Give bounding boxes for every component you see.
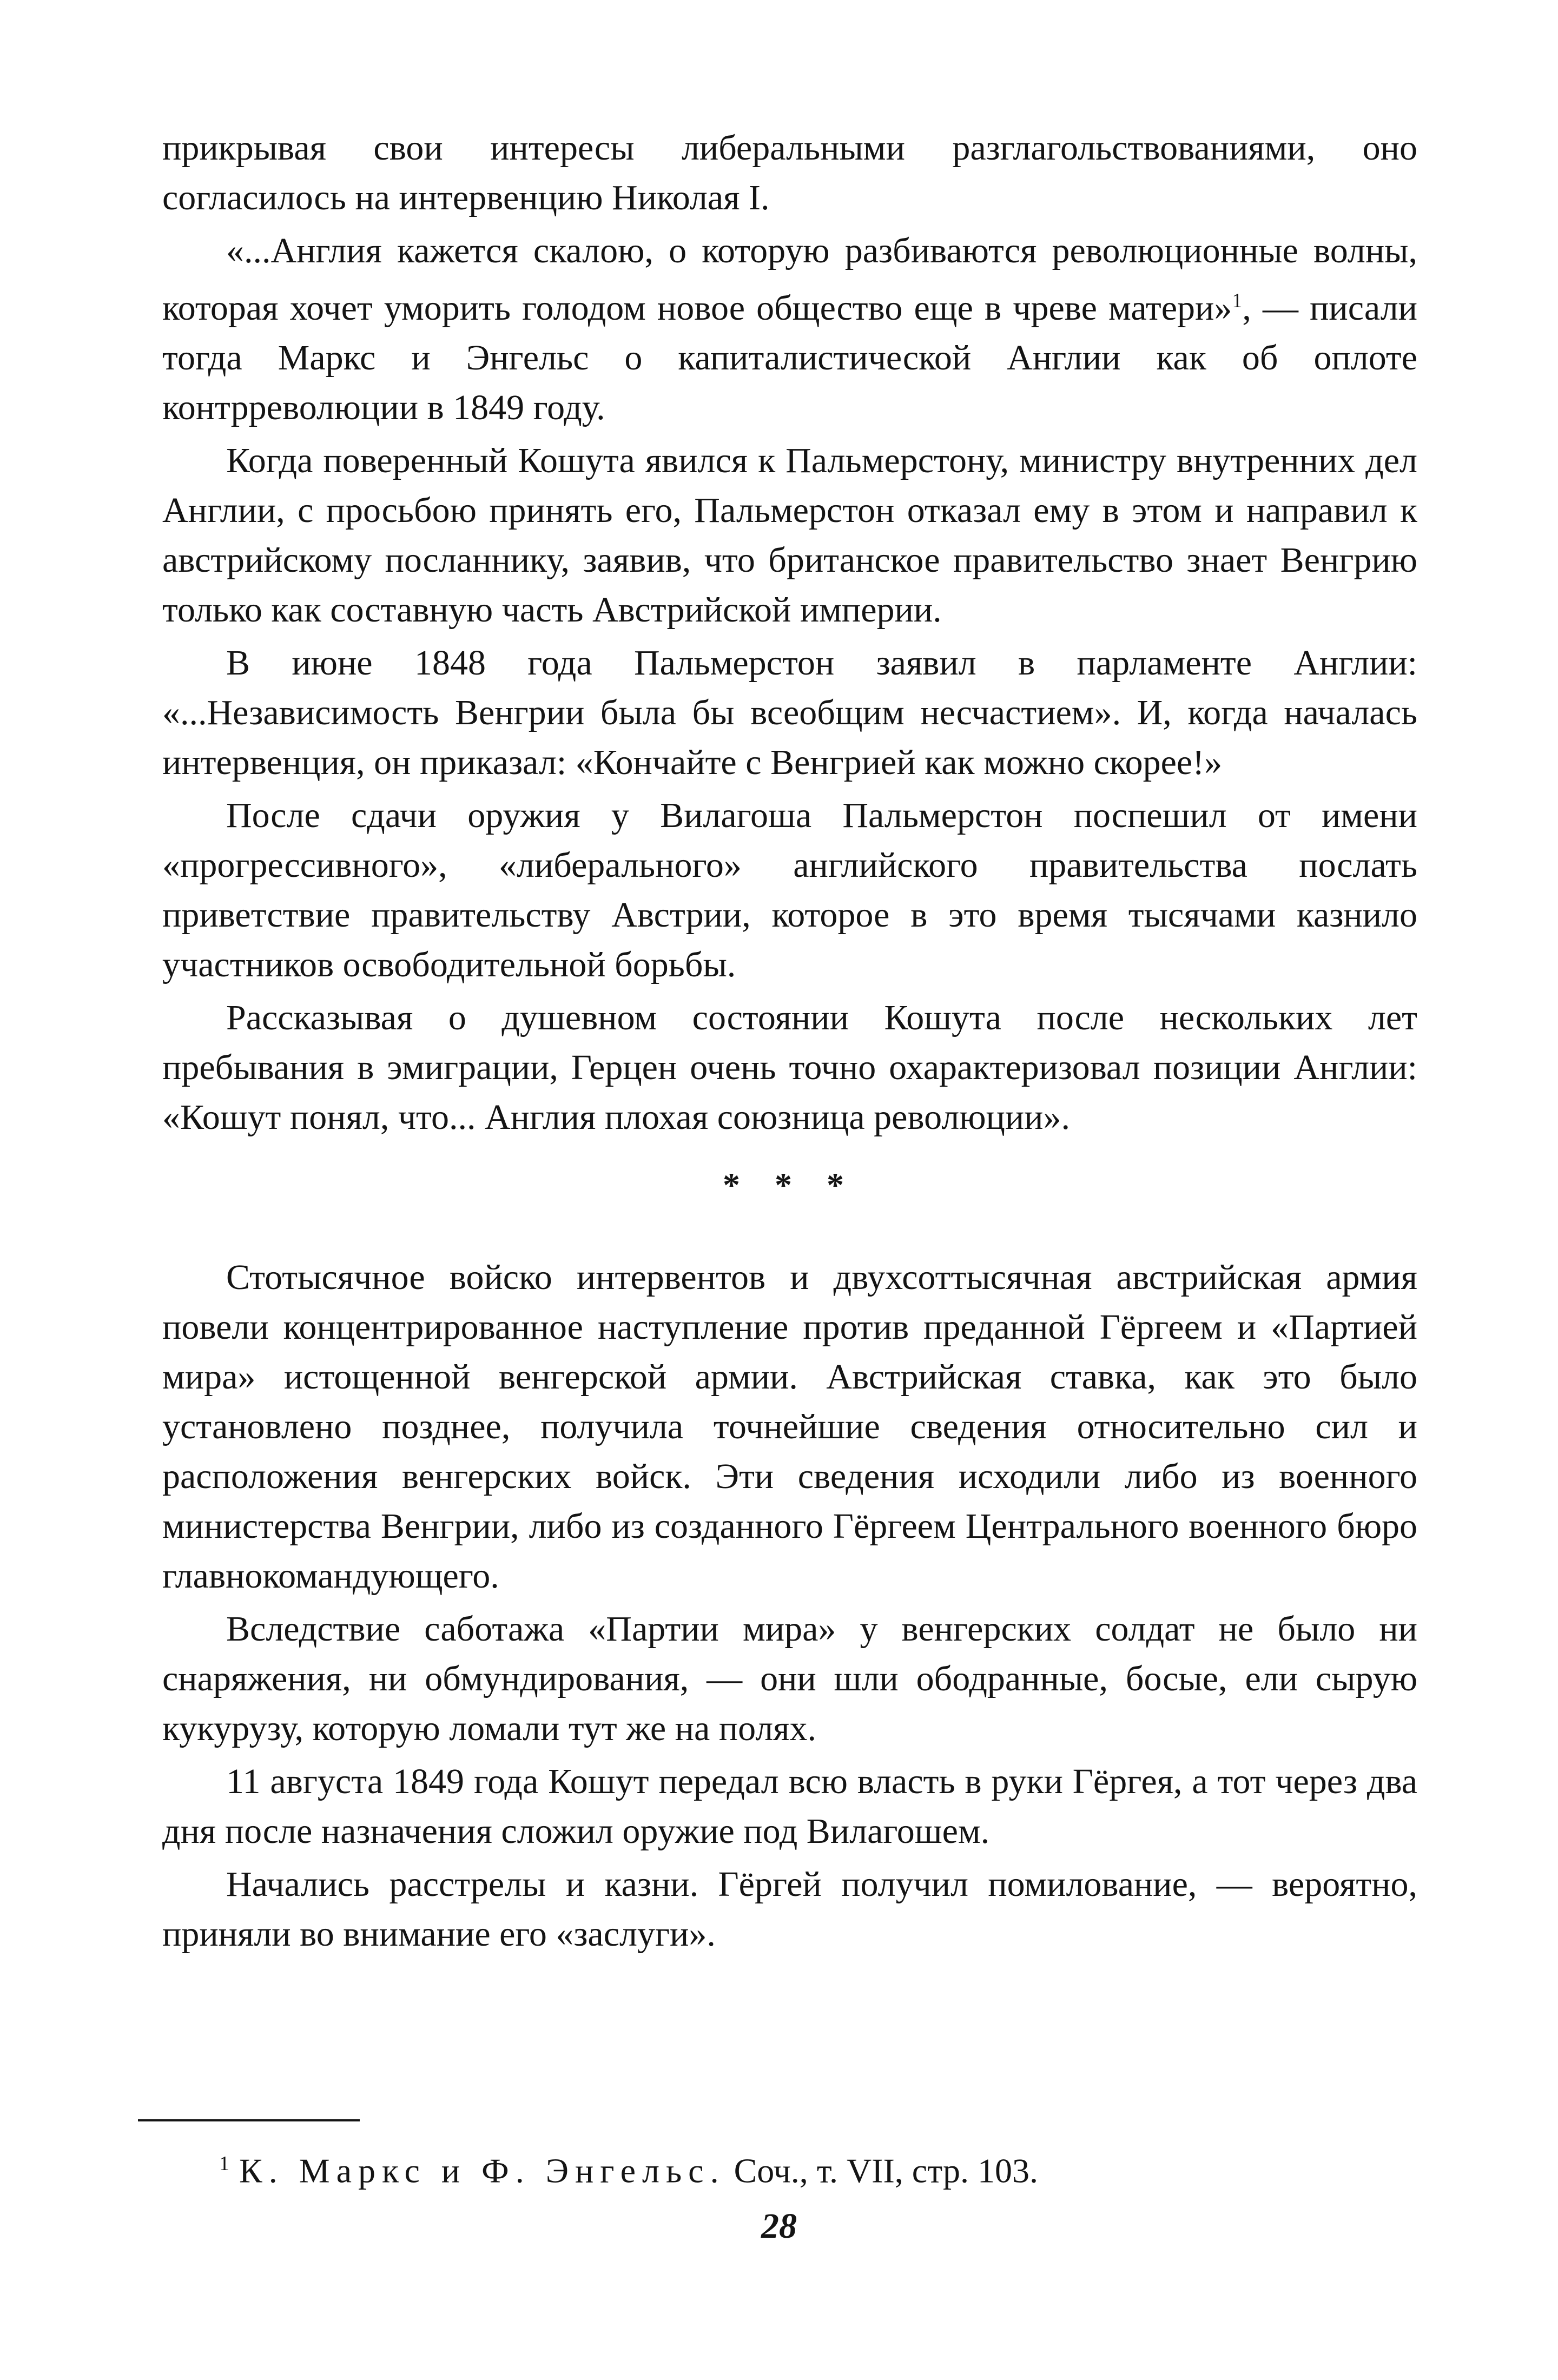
paragraph-vilagos: После сдачи оружия у Вилагоша Пальмерстон поспешил от имени «прогрессивного», «либерального» английского правительства послать приветствие правительству Австрии, которое в это время тысячами казнило участников освободительной борьбы.	[162, 796, 1417, 984]
paragraph-parliament: В июне 1848 года Пальмерстон заявил в парламенте Англии: «...Независимость Венгрии была бы всеобщим несчастием». И, когда началась интервенция, он приказал: «Кончайте с Венгрией как можно скорее!»	[162, 643, 1417, 782]
footnote-reference: 1	[1232, 289, 1243, 312]
paragraph-surrender: 11 августа 1849 года Кошут передал всю власть в руки Гёргея, а тот через два дня после назначения сложил оружие под Вилагошем.	[162, 1762, 1417, 1851]
page-number: 28	[761, 2206, 797, 2246]
paragraph-executions: Начались расстрелы и казни. Гёргей получил помилование, — вероятно, приняли во внимание его «заслуги».	[162, 1865, 1417, 1954]
paragraph-sabotage: Вследствие саботажа «Партии мира» у венгерских солдат не было ни снаряжения, ни обмундирования, — они шли ободранные, босые, ели сырую кукурузу, которую ломали тут же на полях.	[162, 1609, 1417, 1748]
quote-tail: , — писали тогда Маркс и Энгельс о капиталистической Англии как об оплоте контрреволюции в 1849 году.	[162, 288, 1417, 427]
footnote-source: Соч., т. VII, стр. 103.	[725, 2151, 1038, 2190]
paragraph-marx-quote	[162, 226, 1417, 433]
paragraph-herzen: Рассказывая о душевном состоянии Кошута после нескольких лет пребывания в эмиграции, Герцен очень точно охарактеризовал позиции Англии: «Кошут понял, что... Англия плохая союзница революции».	[162, 998, 1417, 1137]
footnote	[219, 2139, 1409, 2195]
footnote-number: 1	[219, 2152, 229, 2175]
footnote-authors: К. Маркс и Ф. Энгельс.	[239, 2151, 725, 2190]
paragraph-offensive: Стотысячное войско интервентов и двухсоттысячная австрийская армия повели концентрированное наступление против преданной Гёргеем и «Партией мира» истощенной венгерской армии. Австрийская ставка, как это было установлено позднее, получила точнейшие сведения относительно сил и расположения венгерских войск. Эти сведения исходили либо из военного министерства Венгрии, либо из созданного Гёргеем Центрального военного бюро главнокомандующего.	[162, 1258, 1417, 1596]
quote-text: «...Англия кажется скалою, о которую разбиваются революционные волны, которая хочет уморить голодом новое общество еще в чреве матери»	[162, 231, 1417, 328]
paragraph-continuation: прикрывая свои интересы либеральными разглагольствованиями, оно согласилось на интервенцию Николая I.	[162, 128, 1417, 217]
main-text-top	[162, 123, 1417, 1959]
paragraph-palmerston-envoy: Когда поверенный Кошута явился к Пальмерстону, министру внутренних дел Англии, с просьбою принять его, Пальмерстон отказал ему в этом и направил к австрийскому посланнику, заявив, что британское правительство знает Венгрию только как составную часть Австрийской империи.	[162, 441, 1417, 630]
section-separator: * * *	[723, 1166, 857, 1204]
footnote-divider	[138, 2119, 360, 2121]
